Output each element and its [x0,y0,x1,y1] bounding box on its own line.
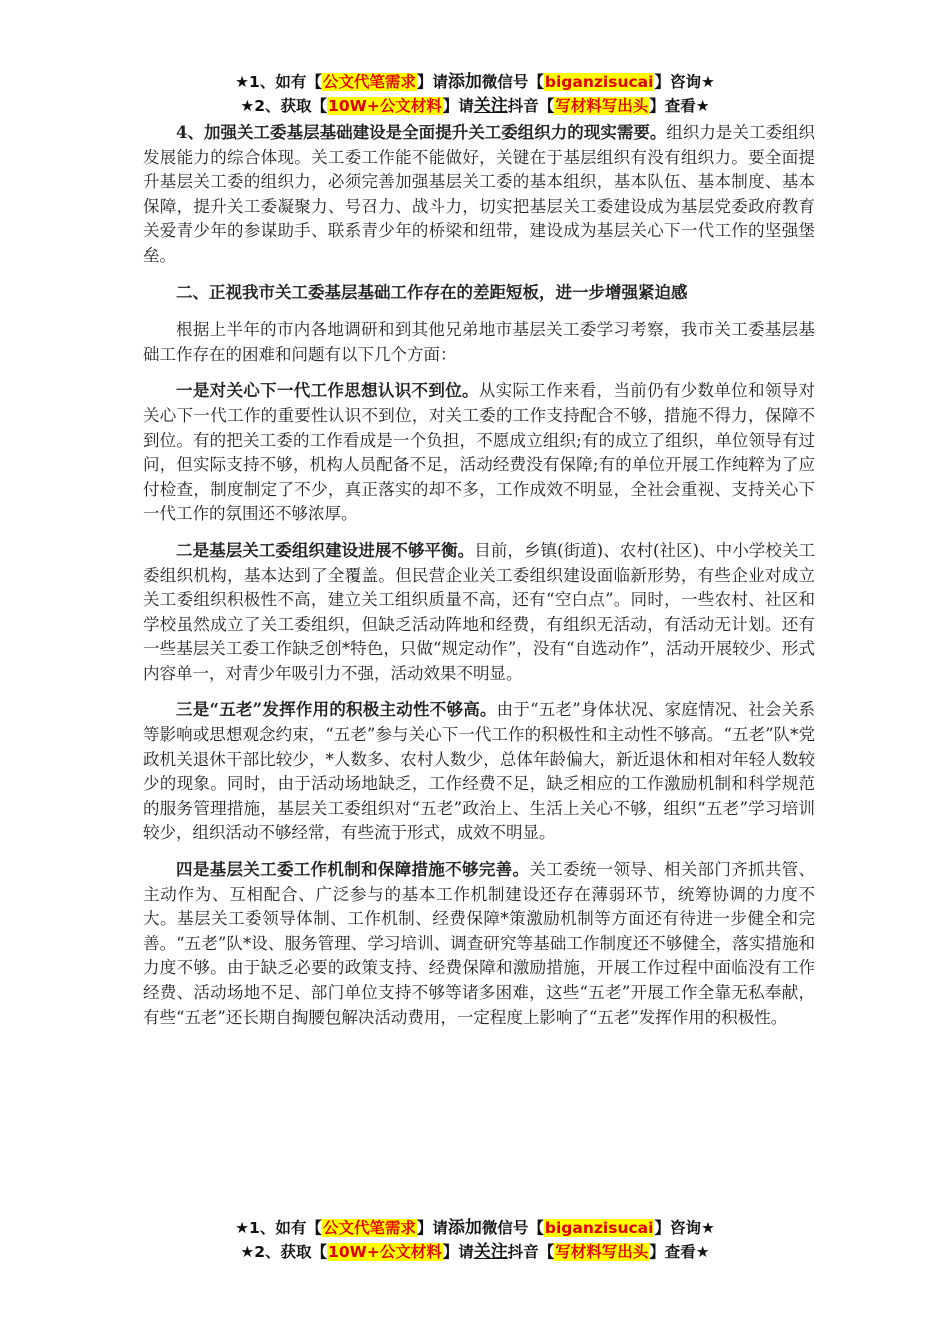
paragraph-lead: 四是基层关工委工作机制和保障措施不够完善。 [176,860,530,880]
promo-line-2: ★2、获取【10W+公文材料】请关注抖音【写材料写出头】查看★ [240,1242,710,1262]
paragraph-lead: 4、加强关工委基层基础建设是全面提升关工委组织力的现实需要。 [176,123,667,142]
top-promo-banner [0,70,950,118]
highlight-materials: 10W+公文材料 [328,1243,442,1261]
problem-paragraph-2: 二是基层关工委组织建设进展不够平衡。目前，乡镇(街道)、农村(社区)、中小学校关工委组织机构，基本达到了全覆盖。但民营企业关工委组织建设面临新形势，有些企业对成立关工委组织积极性不高，建立关工组织质量不高，还有“空白点”。同时，一些农村、社区和学校虽然成立了关工委组织，但缺乏活动阵地和经费，有组织无活动，有活动无计划。还有一些基层关工委工作缺乏创*特色，只做“规定动作”，没有“自选动作”，活动开展较少、形式内容单一，对青少年吸引力不强，活动效果不明显。 [143,540,816,683]
highlight-wechat-id: biganzisucai [544,73,654,91]
star-icon: ★ [235,1219,250,1237]
highlight-wechat-id: biganzisucai [544,1219,654,1237]
bottom-promo-banner [0,1216,950,1264]
intro-paragraph: 根据上半年的市内各地调研和到其他兄弟地市基层关工委学习考察，我市关工委基层基础工作存在的困难和问题有以下几个方面： [143,320,815,364]
star-icon: ★ [235,73,250,91]
paragraph-lead: 三是“五老”发挥作用的积极主动性不够高。 [176,700,497,720]
highlight-service: 公文代笔需求 [322,73,416,91]
section-heading-2: 二、正视我市关工委基层基础工作存在的差距短板，进一步增强紧迫感 [176,282,688,302]
highlight-materials: 10W+公文材料 [328,97,442,115]
problem-paragraph-3: 三是“五老”发挥作用的积极主动性不够高。由于“五老”身体状况、家庭情况、社会关系等影响或思想观念约束，“五老”参与关心下一代工作的积极性和主动性不够高。“五老”队*党政机关退休干部比较少，*人数多、农村人数少，总体年龄偏大，新近退休和相对年轻人数较少的现象。同时，由于活动场地缺乏，工作经费不足，缺乏相应的工作激励机制和科学规范的服务管理措施，基层关工委组织对“五老”政治上、生活上关心不够，组织“五老”学习培训较少，组织活动不够经常，有些流于形式，成效不明显。 [143,700,815,843]
star-icon: ★ [240,1243,255,1261]
article-body [143,121,815,1042]
highlight-douyin-account: 写材料写出头 [555,97,649,115]
paragraph-4: 4、加强关工委基层基础建设是全面提升关工委组织力的现实需要。组织力是关工委组织发展能力的综合体现。关工委工作能不能做好，关键在于基层组织有没有组织力。要全面提升基层关工委的组织力，必须完善加强基层关工委的基本组织，基本队伍、基本制度、基本保障，提升关工委凝聚力、号召力、战斗力，切实把基层关工委建设成为基层党委政府教育关爱青少年的参谋助手、联系青少年的桥梁和纽带，建设成为基层关心下一代工作的坚强堡垒。 [143,123,815,265]
highlight-service: 公文代笔需求 [322,1219,416,1237]
promo-line-1: ★1、如有【公文代笔需求】请添加微信号【biganzisucai】咨询★ [235,1218,715,1238]
promo-line-2: ★2、获取【10W+公文材料】请关注抖音【写材料写出头】查看★ [240,96,710,116]
problem-paragraph-4: 四是基层关工委工作机制和保障措施不够完善。关工委统一领导、相关部门齐抓共管、主动作为、互相配合、广泛参与的基本工作机制建设还存在薄弱环节，统筹协调的力度不大。基层关工委领导体制、工作机制、经费保障*策激励机制等方面还有待进一步健全和完善。“五老”队*设、服务管理、学习培训、调查研究等基础工作制度还不够健全，落实措施和力度不够。由于缺乏必要的政策支持、经费保障和激励措施，开展工作过程中面临没有工作经费、活动场地不足、部门单位支持不够等诸多困难，这些“五老”开展工作全靠无私奉献，有些“五老”还长期自掏腰包解决活动费用，一定程度上影响了“五老”发挥作用的积极性。 [143,860,816,1027]
problem-paragraph-1: 一是对关心下一代工作思想认识不到位。从实际工作来看，当前仍有少数单位和领导对关心下一代工作的重要性认识不到位，对关工委的工作支持配合不够，措施不得力，保障不到位。有的把关工委的工作看成是一个负担，不愿成立组织;有的成立了组织，单位领导有过问，但实际支持不够，机构人员配备不足，活动经费没有保障;有的单位开展工作纯粹为了应付检查，制度制定了不少，真正落实的却不多，工作成效不明显，全社会重视、支持关心下一代工作的氛围还不够浓厚。 [143,381,816,524]
star-icon: ★ [240,97,255,115]
promo-line-1: ★1、如有【公文代笔需求】请添加微信号【biganzisucai】咨询★ [235,72,715,92]
paragraph-lead: 二是基层关工委组织建设进展不够平衡。 [176,540,475,560]
paragraph-lead: 一是对关心下一代工作思想认识不到位。 [176,381,479,401]
highlight-douyin-account: 写材料写出头 [555,1243,649,1261]
